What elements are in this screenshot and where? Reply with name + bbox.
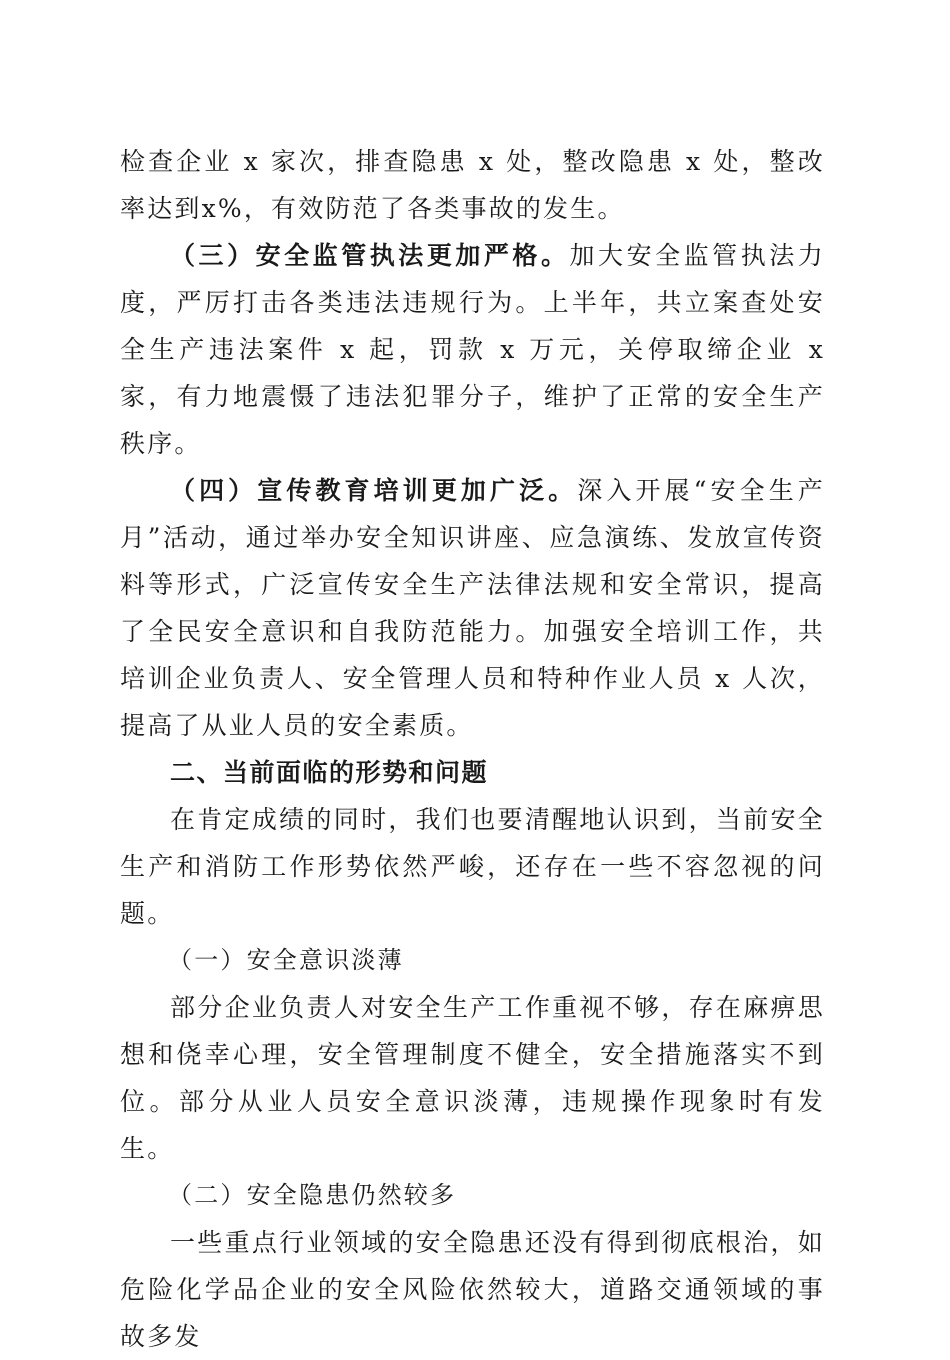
paragraph-education — [120, 467, 825, 749]
subheading-awareness: （一）安全意识淡薄 — [168, 946, 404, 974]
paragraph-lead-enforcement: （三）安全监管执法更加严格。 — [170, 241, 570, 270]
paragraph-awareness: 部分企业负责人对安全生产工作重视不够，存在麻痹思想和侥幸心理，安全管理制度不健全，安全措施落实不到位。部分从业人员安全意识淡薄，违规操作现象时有发生。 — [120, 993, 825, 1163]
paragraph-situation-intro: 在肯定成绩的同时，我们也要清醒地认识到，当前安全生产和消防工作形势依然严峻，还存在一些不容忽视的问题。 — [120, 805, 825, 928]
paragraph-body-education: 深入开展“安全生产月”活动，通过举办安全知识讲座、应急演练、发放宣传资料等形式，广泛宣传安全生产法律法规和安全常识，提高了全民安全意识和自我防范能力。加强安全培训工作，共培训企业负责人、安全管理人员和特种作业人员 x 人次，提高了从业人员的安全素质。 — [120, 476, 825, 740]
paragraph-lead-education: （四）宣传教育培训更加广泛。 — [170, 476, 578, 505]
document-page — [120, 138, 825, 1360]
paragraph-inspection-results: 检查企业 x 家次，排查隐患 x 处，整改隐患 x 处，整改率达到x%，有效防范了各类事故的发生。 — [120, 147, 825, 223]
section-heading-situation: 二、当前面临的形势和问题 — [170, 758, 489, 787]
paragraph-body-enforcement: 加大安全监管执法力度，严厉打击各类违法违规行为。上半年，共立案查处安全生产违法案件 x 起，罚款 x 万元，关停取缔企业 x 家，有力地震慑了违法犯罪分子，维护了正常的安全生产秩序。 — [120, 241, 825, 458]
paragraph-hazards: 一些重点行业领域的安全隐患还没有得到彻底根治，如危险化学品企业的安全风险依然较大，道路交通领域的事故多发 — [120, 1228, 825, 1351]
paragraph-enforcement — [120, 232, 825, 467]
subheading-hazards: （二）安全隐患仍然较多 — [168, 1181, 457, 1209]
